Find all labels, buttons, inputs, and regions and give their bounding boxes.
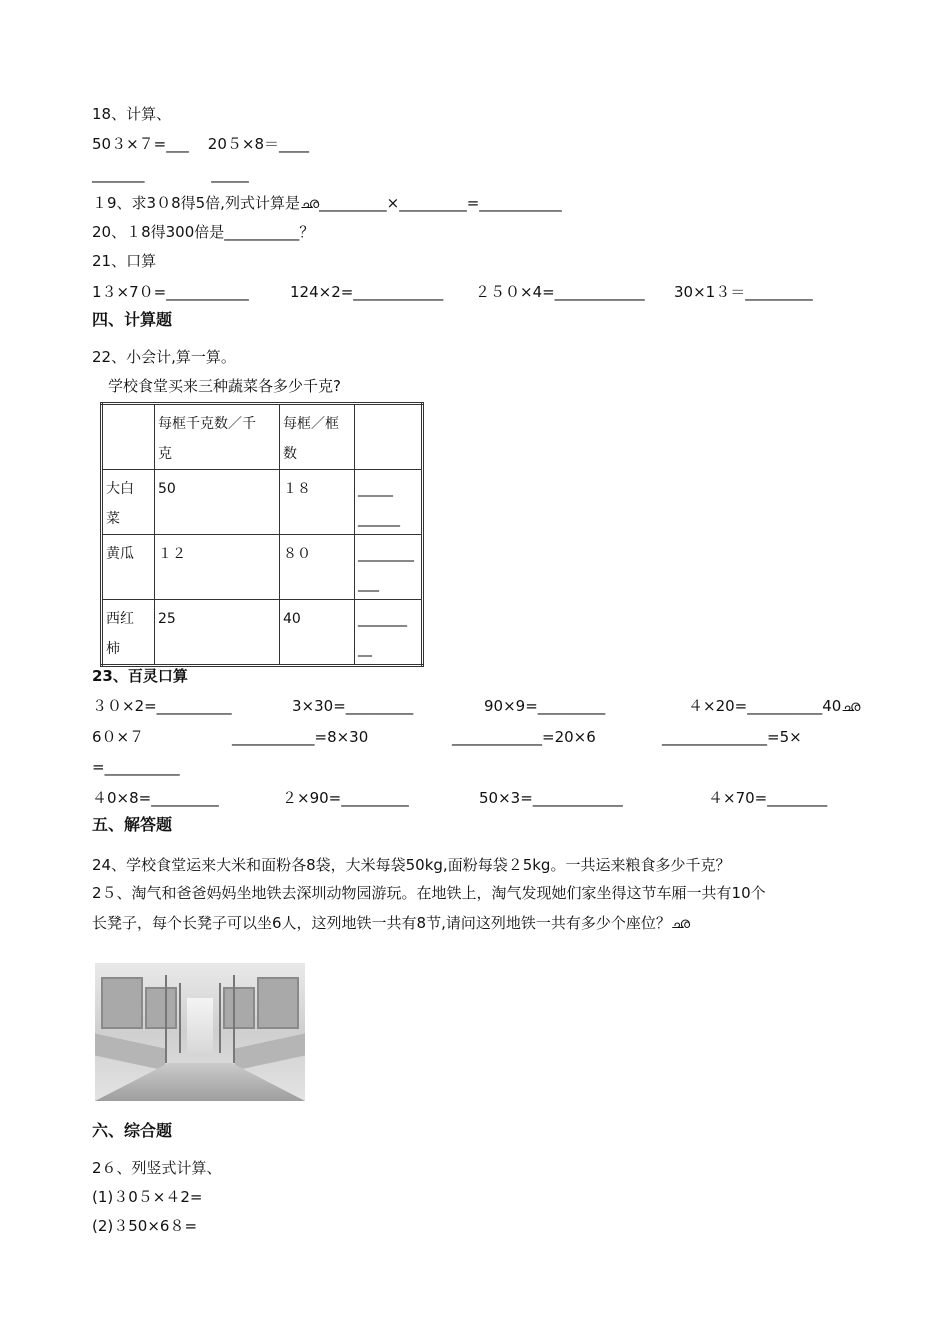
vegetable-table [100,402,424,667]
table-cell: 50 [155,470,280,535]
q23-item: =__________ [92,758,180,776]
q18-blanks: _______ _____ [92,165,249,183]
table-cell: １８ [280,470,355,535]
table-header-cell [102,404,155,470]
q23-item: ２×90=_________ [282,789,409,807]
q21-item: 30×1３＝_________ [674,283,813,301]
section-heading-5: 五、解答题 [92,815,173,834]
table-cell: 40 [280,600,355,666]
table-cell: _____ ______ [355,470,423,535]
q26-item: (2)３50×6８= [92,1217,198,1235]
q21-item: 124×2=____________ [290,283,444,301]
q23-item: 3×30=_________ [292,697,414,715]
q26-title: 2６、列竖式计算、 [92,1159,222,1177]
q19: １9、求3０8得5倍,列式计算是ഛ_________×_________=___________ [92,194,562,212]
table-row [102,600,423,666]
table-cell: ________ ___ [355,535,423,600]
table-cell: １２ [155,535,280,600]
section-heading-4: 四、计算题 [92,310,173,329]
table-cell: 黄瓜 [102,535,155,600]
q23-item: ____________=20×6 [452,728,596,746]
table-cell: 大白 菜 [102,470,155,535]
q21-item: 1３×7０=___________ [92,283,249,301]
subway-car-photo [95,963,305,1101]
q22-title: 22、小会计,算一算。 [92,348,236,366]
q25-line1: 2５、淘气和爸爸妈妈坐地铁去深圳动物园游玩。在地铁上，淘气发现她们家坐得这节车厢一共有10个 [92,884,766,902]
q23-title: 23、百灵口算 [92,667,188,685]
q18-title: 18、计算、 [92,105,172,123]
q25-line2: 长凳子，每个长凳子可以坐6人，这列地铁一共有8节,请问这列地铁一共有多少个座位？ഛ [92,914,691,932]
q24: 24、学校食堂运来大米和面粉各8袋，大米每袋50kg,面粉每袋２5kg。一共运来粮食多少千克？ [92,856,731,874]
table-header-cell [355,404,423,470]
section-heading-6: 六、综合题 [92,1121,173,1140]
table-header-cell: 每框／框 数 [280,404,355,470]
q23-item: ______________=5× [662,728,802,746]
q23-item: ３０×2=__________ [92,697,232,715]
q23-item: ４0×8=_________ [92,789,219,807]
table-header-cell: 每框千克数／千 克 [155,404,280,470]
table-row [102,470,423,535]
q22-question: 学校食堂买来三种蔬菜各多少千克? [108,377,341,395]
q23-item: 6０×７ [92,728,145,746]
q23-item: 50×3=____________ [479,789,623,807]
q21-title: 21、口算 [92,252,157,270]
q23-item: ４×70=________ [708,789,828,807]
q23-item: 90×9=_________ [484,697,606,715]
q23-item: ４×20=__________40ഛ [688,697,861,715]
q26-item: (1)３0５×４2= [92,1188,203,1206]
q20: 20、１8得300倍是__________？ [92,223,315,241]
q21-item: ２５０×4=____________ [475,283,645,301]
q18-row: 50３×７=___ 20５×8＝____ [92,135,309,153]
table-cell: _______ __ [355,600,423,666]
q23-item: ___________=8×30 [232,728,369,746]
table-row [102,535,423,600]
table-cell: 25 [155,600,280,666]
table-cell: 西红 柿 [102,600,155,666]
table-cell: ８０ [280,535,355,600]
